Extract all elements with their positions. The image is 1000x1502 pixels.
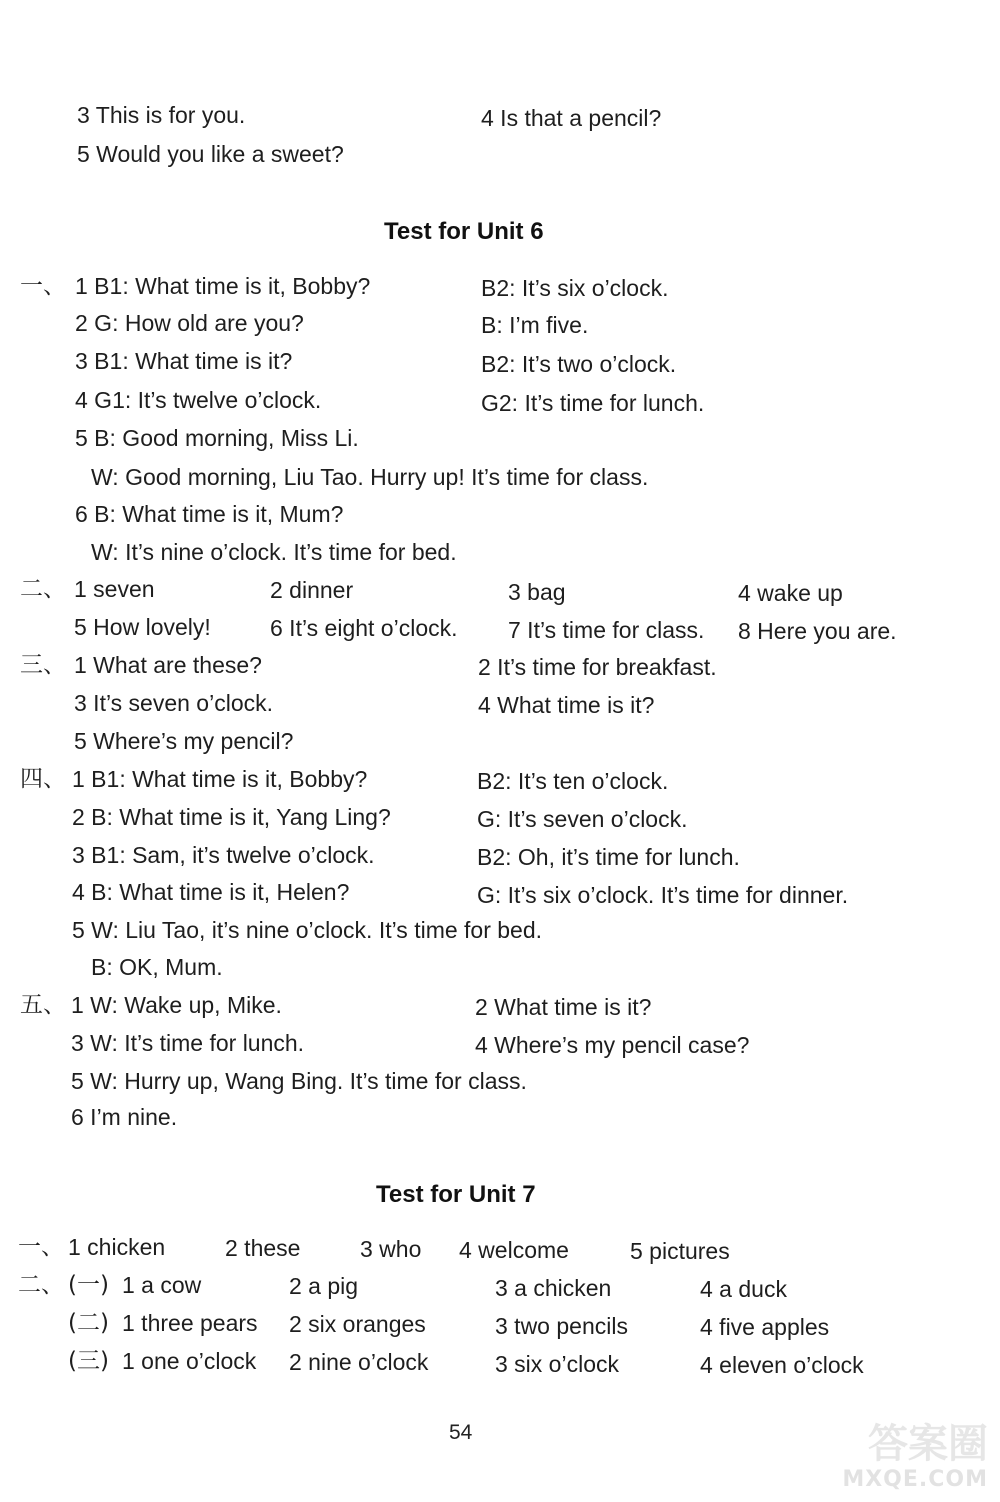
- u6-s3-a4: 4 What time is it?: [478, 692, 655, 718]
- u6-s2-a3: 3 bag: [508, 579, 566, 605]
- watermark-cn-text: 答案圈: [868, 1421, 988, 1467]
- u7-s2-p2a: 1 three pears: [122, 1310, 258, 1336]
- u6-s4-r5b: B: OK, Mum.: [91, 954, 223, 980]
- u6-s4-r4a: 4 B: What time is it, Helen?: [72, 879, 350, 905]
- top-line-5: 5 Would you like a sweet?: [77, 141, 344, 167]
- u7-s2-p2c: 3 two pencils: [495, 1313, 628, 1339]
- u7-s2-part1-marker: (一): [68, 1272, 109, 1298]
- u7-s2-p1b: 2 a pig: [289, 1273, 359, 1299]
- unit6-title: Test for Unit 6: [384, 218, 544, 245]
- u7-s1-marker: 一、: [18, 1234, 64, 1260]
- u6-s4-r5a: 5 W: Liu Tao, it’s nine o’clock. It’s time for bed.: [72, 917, 543, 943]
- page-number: 54: [449, 1421, 473, 1444]
- u6-s5-a3: 3 W: It’s time for lunch.: [71, 1030, 305, 1056]
- u6-s2-a8: 8 Here you are.: [738, 618, 897, 644]
- u6-s2-a7: 7 It’s time for class.: [508, 617, 705, 643]
- u7-s2-p1c: 3 a chicken: [495, 1275, 612, 1301]
- watermark-logo: [842, 1406, 992, 1496]
- u6-s4-r1a: 1 B1: What time is it, Bobby?: [72, 766, 368, 792]
- u6-s5-a4: 4 Where’s my pencil case?: [475, 1032, 750, 1058]
- u7-s1-a4: 4 welcome: [459, 1237, 569, 1263]
- u6-s2-marker: 二、: [20, 576, 66, 602]
- u7-s2-p3c: 3 six o’clock: [495, 1351, 619, 1377]
- u7-s2-p3a: 1 one o’clock: [122, 1348, 257, 1374]
- u6-s2-a5: 5 How lovely!: [74, 614, 211, 640]
- u6-s5-a1: 1 W: Wake up, Mike.: [71, 992, 282, 1018]
- u7-s2-p2b: 2 six oranges: [289, 1311, 426, 1337]
- u7-s2-part3-marker: (三): [68, 1348, 109, 1374]
- u7-s2-p1a: 1 a cow: [122, 1272, 202, 1298]
- u6-s5-a5: 5 W: Hurry up, Wang Bing. It’s time for class.: [71, 1068, 527, 1094]
- top-line-3: 3 This is for you.: [77, 102, 246, 128]
- u6-s5-a6: 6 I’m nine.: [71, 1104, 178, 1130]
- u6-s1-r3b: B2: It’s two o’clock.: [481, 351, 677, 377]
- u6-s1-r6w: W: It’s nine o’clock. It’s time for bed.: [91, 539, 457, 565]
- u7-s2-p3b: 2 nine o’clock: [289, 1349, 429, 1375]
- u6-s3-a5: 5 Where’s my pencil?: [74, 728, 294, 754]
- u7-s2-marker: 二、: [18, 1272, 64, 1298]
- u7-s2-p1d: 4 a duck: [700, 1276, 787, 1302]
- u7-s1-a3: 3 who: [360, 1236, 422, 1262]
- u6-s4-r2a: 2 B: What time is it, Yang Ling?: [72, 804, 391, 830]
- u7-s1-a5: 5 pictures: [630, 1238, 730, 1264]
- u6-s4-r2b: G: It’s seven o’clock.: [477, 806, 688, 832]
- u6-s1-r5w: W: Good morning, Liu Tao. Hurry up! It’s time for class.: [91, 464, 649, 490]
- u6-s1-r1b: B2: It’s six o’clock.: [481, 275, 669, 301]
- u6-s3-a2: 2 It’s time for breakfast.: [478, 654, 717, 680]
- u6-s5-marker: 五、: [20, 992, 66, 1018]
- u6-s3-a1: 1 What are these?: [74, 652, 262, 678]
- u6-s2-a6: 6 It’s eight o’clock.: [270, 615, 458, 641]
- u6-s4-r3b: B2: Oh, it’s time for lunch.: [477, 844, 740, 870]
- u7-s1-a2: 2 these: [225, 1235, 301, 1261]
- u6-s1-r4a: 4 G1: It’s twelve o’clock.: [75, 387, 322, 413]
- u6-s1-r4b: G2: It’s time for lunch.: [481, 390, 705, 416]
- unit7-title: Test for Unit 7: [376, 1181, 536, 1208]
- watermark-en-text: MXQE.COM: [842, 1467, 988, 1492]
- u7-s2-part2-marker: (二): [68, 1310, 109, 1336]
- u6-s1-r5a: 5 B: Good morning, Miss Li.: [75, 425, 359, 451]
- u7-s2-p2d: 4 five apples: [700, 1314, 830, 1340]
- u6-s1-r2b: B: I’m five.: [481, 312, 589, 338]
- u7-s1-a1: 1 chicken: [68, 1234, 166, 1260]
- u6-s5-a2: 2 What time is it?: [475, 994, 652, 1020]
- top-line-4: 4 Is that a pencil?: [481, 105, 662, 131]
- u6-s4-r3a: 3 B1: Sam, it’s twelve o’clock.: [72, 842, 375, 868]
- u6-s4-r1b: B2: It’s ten o’clock.: [477, 768, 669, 794]
- u6-s1-r6a: 6 B: What time is it, Mum?: [75, 501, 344, 527]
- u6-s4-r4b: G: It’s six o’clock. It’s time for dinner.: [477, 882, 849, 908]
- u6-s1-r3a: 3 B1: What time is it?: [75, 348, 293, 374]
- u6-s1-r1a: 1 B1: What time is it, Bobby?: [75, 273, 371, 299]
- u6-s1-r2a: 2 G: How old are you?: [75, 310, 304, 336]
- u6-s1-marker: 一、: [20, 273, 66, 299]
- u6-s2-a2: 2 dinner: [270, 577, 354, 603]
- u6-s3-marker: 三、: [20, 652, 66, 678]
- u6-s2-a1: 1 seven: [74, 576, 155, 602]
- u6-s2-a4: 4 wake up: [738, 580, 843, 606]
- u7-s2-p3d: 4 eleven o’clock: [700, 1352, 864, 1378]
- u6-s4-marker: 四、: [20, 766, 66, 792]
- u6-s3-a3: 3 It’s seven o’clock.: [74, 690, 274, 716]
